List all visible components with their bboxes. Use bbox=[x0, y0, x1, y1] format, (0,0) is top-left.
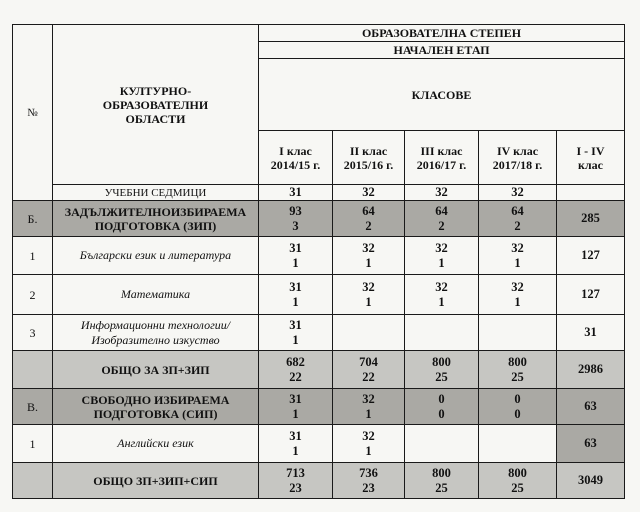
section-b-grade-3: 64 2 bbox=[405, 201, 479, 237]
row-b2-no: 2 bbox=[13, 275, 53, 315]
row-b1-grade-3: 32 1 bbox=[405, 237, 479, 275]
grand-total-grade-3: 800 25 bbox=[405, 463, 479, 499]
row-v1-grade-3 bbox=[405, 425, 479, 463]
section-v-title: СВОБОДНО ИЗБИРАЕМА ПОДГОТОВКА (СИП) bbox=[53, 389, 259, 425]
section-v-code: В. bbox=[13, 389, 53, 425]
grade-4-header: IV клас 2017/18 г. bbox=[479, 131, 557, 185]
row-b2-total: 127 bbox=[557, 275, 625, 315]
row-b3-grade-3 bbox=[405, 315, 479, 351]
row-v1-total: 63 bbox=[557, 425, 625, 463]
row-b3-grade-4 bbox=[479, 315, 557, 351]
section-v-grade-4: 0 0 bbox=[479, 389, 557, 425]
row-b3-no: 3 bbox=[13, 315, 53, 351]
weeks-grade-2: 32 bbox=[333, 185, 405, 201]
grade-1-header: I клас 2014/15 г. bbox=[259, 131, 333, 185]
grand-total-grade-1: 713 23 bbox=[259, 463, 333, 499]
total-zp-zip-label: ОБЩО ЗА ЗП+ЗИП bbox=[53, 351, 259, 389]
row-b2-subject: Математика bbox=[53, 275, 259, 315]
section-b-total: 285 bbox=[557, 201, 625, 237]
row-b2-grade-1: 31 1 bbox=[259, 275, 333, 315]
row-v1-no: 1 bbox=[13, 425, 53, 463]
row-b3-subject: Информационни технологии/ Изобразително изкуство bbox=[53, 315, 259, 351]
section-v-total: 63 bbox=[557, 389, 625, 425]
header-areas bbox=[53, 25, 259, 185]
row-v1-grade-1: 31 1 bbox=[259, 425, 333, 463]
weeks-grade-4: 32 bbox=[479, 185, 557, 201]
header-degree: ОБРАЗОВАТЕЛНА СТЕПЕН bbox=[259, 25, 625, 42]
section-b-grade-1: 93 3 bbox=[259, 201, 333, 237]
section-v-grade-1: 31 1 bbox=[259, 389, 333, 425]
section-b-title: ЗАДЪЛЖИТЕЛНОИЗБИРАЕМА ПОДГОТОВКА (ЗИП) bbox=[53, 201, 259, 237]
row-b3-total: 31 bbox=[557, 315, 625, 351]
row-b1-total: 127 bbox=[557, 237, 625, 275]
weeks-label: УЧЕБНИ СЕДМИЦИ bbox=[53, 185, 259, 201]
row-b1-grade-1: 31 1 bbox=[259, 237, 333, 275]
total-zp-zip-total: 2986 bbox=[557, 351, 625, 389]
curriculum-table bbox=[12, 24, 625, 499]
grand-total-no bbox=[13, 463, 53, 499]
header-areas-label: КУЛТУРНО-ОБРАЗОВАТЕЛНИ ОБЛАСТИ bbox=[102, 83, 209, 126]
row-b2-grade-4: 32 1 bbox=[479, 275, 557, 315]
section-b-grade-4: 64 2 bbox=[479, 201, 557, 237]
row-v1-grade-4 bbox=[479, 425, 557, 463]
total-zp-zip-grade-4: 800 25 bbox=[479, 351, 557, 389]
header-stage: НАЧАЛЕН ЕТАП bbox=[259, 42, 625, 59]
row-b2-grade-2: 32 1 bbox=[333, 275, 405, 315]
row-b3-grade-1: 31 1 bbox=[259, 315, 333, 351]
grade-2-header: II клас 2015/16 г. bbox=[333, 131, 405, 185]
grand-total-grade-2: 736 23 bbox=[333, 463, 405, 499]
row-v1-grade-2: 32 1 bbox=[333, 425, 405, 463]
weeks-total bbox=[557, 185, 625, 201]
row-b1-no: 1 bbox=[13, 237, 53, 275]
row-v1-subject: Английски език bbox=[53, 425, 259, 463]
row-b1-grade-2: 32 1 bbox=[333, 237, 405, 275]
weeks-grade-3: 32 bbox=[405, 185, 479, 201]
section-v-grade-3: 0 0 bbox=[405, 389, 479, 425]
section-b-code: Б. bbox=[13, 201, 53, 237]
total-zp-zip-no bbox=[13, 351, 53, 389]
row-b2-grade-3: 32 1 bbox=[405, 275, 479, 315]
section-v-grade-2: 32 1 bbox=[333, 389, 405, 425]
grand-total-total: 3049 bbox=[557, 463, 625, 499]
total-zp-zip-grade-3: 800 25 bbox=[405, 351, 479, 389]
header-grades: КЛАСОВЕ bbox=[259, 59, 625, 131]
grades-total-header: I - IV клас bbox=[557, 131, 625, 185]
total-zp-zip-grade-2: 704 22 bbox=[333, 351, 405, 389]
curriculum-table-sheet bbox=[12, 24, 624, 499]
total-zp-zip-grade-1: 682 22 bbox=[259, 351, 333, 389]
row-b1-subject: Български език и литература bbox=[53, 237, 259, 275]
section-b-grade-2: 64 2 bbox=[333, 201, 405, 237]
row-b1-grade-4: 32 1 bbox=[479, 237, 557, 275]
grade-3-header: III клас 2016/17 г. bbox=[405, 131, 479, 185]
header-no: № bbox=[13, 25, 53, 201]
grand-total-grade-4: 800 25 bbox=[479, 463, 557, 499]
weeks-grade-1: 31 bbox=[259, 185, 333, 201]
row-b3-grade-2 bbox=[333, 315, 405, 351]
grand-total-label: ОБЩО ЗП+ЗИП+СИП bbox=[53, 463, 259, 499]
